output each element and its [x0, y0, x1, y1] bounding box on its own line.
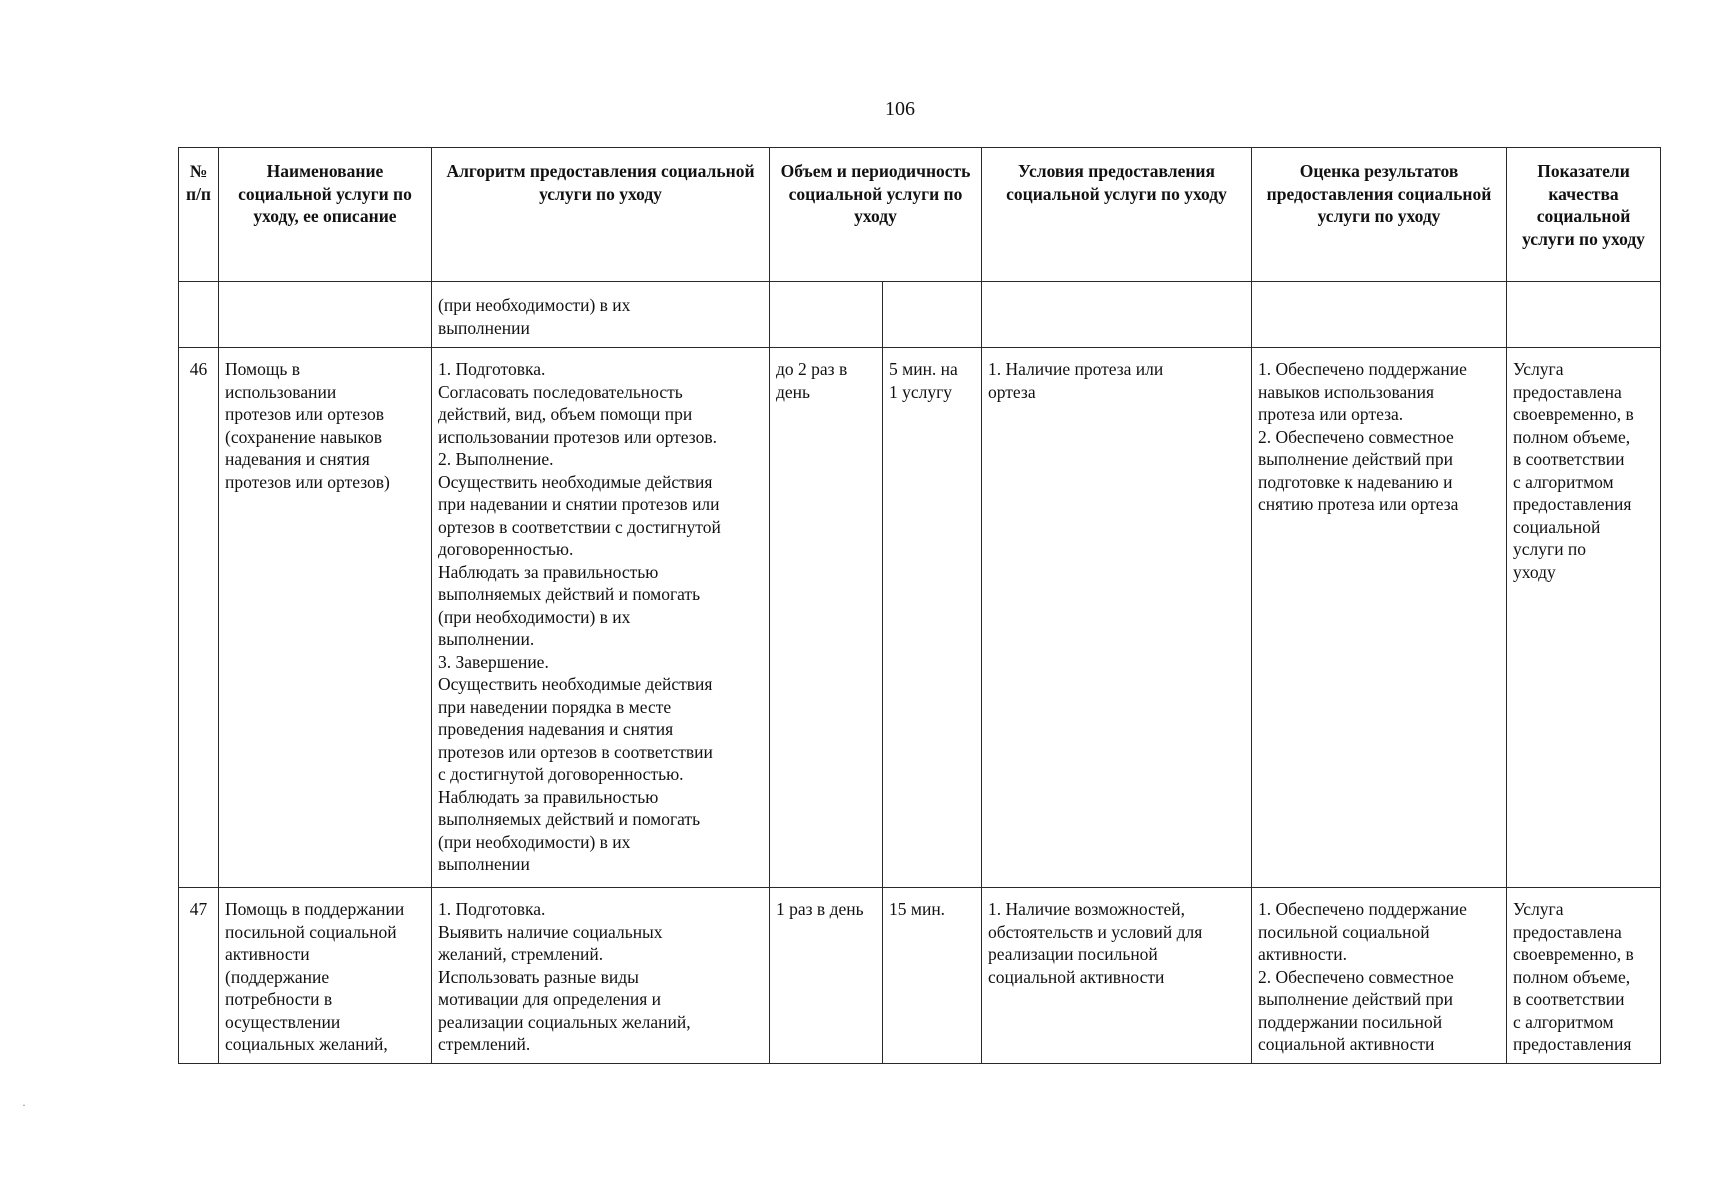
cell-frequency [770, 282, 883, 348]
table-row [179, 348, 1661, 888]
header-service-name: Наименование социальной услуги по уходу, ее описание [219, 148, 432, 282]
header-evaluation: Оценка результатов предоставления социальной услуги по уходу [1252, 148, 1507, 282]
cell-time: 5 мин. на 1 услугу [883, 348, 982, 888]
cell-conditions: 1. Наличие протеза или ортеза [982, 348, 1252, 888]
scan-speck: · [22, 1098, 26, 1112]
cell-algorithm: (при необходимости) в их выполнении [432, 282, 770, 348]
cell-number [179, 282, 219, 348]
cell-algorithm: 1. Подготовка. Согласовать последовательность действий, вид, объем помощи при использовании протезов или ортезов. 2. Выполнение. Осуществить необходимые действия при надевании и снятии протезов или ортезов в соответствии с достигнутой договоренностью. Наблюдать за правильностью выполняемых действий и помогать (при необходимости) в их выполнении. 3. Завершение. Осуществить необходимые действия при наведении порядка в месте проведения надевания и снятия протезов или ортезов в соответствии с достигнутой договоренностью. Наблюдать за правильностью выполняемых действий и помогать (при необходимости) в их выполнении [432, 348, 770, 888]
cell-time [883, 282, 982, 348]
header-volume: Объем и периодичность социальной услуги по уходу [770, 148, 982, 282]
cell-number: 46 [179, 348, 219, 888]
cell-algorithm: 1. Подготовка. Выявить наличие социальных желаний, стремлений. Использовать разные виды мотивации для определения и реализации социальных желаний, стремлений. [432, 888, 770, 1064]
page-number: 106 [885, 98, 915, 120]
cell-quality [1507, 282, 1661, 348]
table-header-row [179, 148, 1661, 282]
social-services-table [178, 147, 1661, 1064]
cell-conditions: 1. Наличие возможностей, обстоятельств и условий для реализации посильной социальной активности [982, 888, 1252, 1064]
cell-service-name: Помощь в использовании протезов или ортезов (сохранение навыков надевания и снятия протезов или ортезов) [219, 348, 432, 888]
header-algorithm: Алгоритм предоставления социальной услуги по уходу [432, 148, 770, 282]
cell-conditions [982, 282, 1252, 348]
cell-frequency: 1 раз в день [770, 888, 883, 1064]
cell-quality: Услуга предоставлена своевременно, в полном объеме, в соответствии с алгоритмом предоставления социальной услуги по уходу [1507, 348, 1661, 888]
header-conditions: Условия предоставления социальной услуги по уходу [982, 148, 1252, 282]
cell-evaluation: 1. Обеспечено поддержание навыков использования протеза или ортеза. 2. Обеспечено совместное выполнение действий при подготовке к надеванию и снятию протеза или ортеза [1252, 348, 1507, 888]
cell-time: 15 мин. [883, 888, 982, 1064]
header-quality: Показатели качества социальной услуги по уходу [1507, 148, 1661, 282]
cell-number: 47 [179, 888, 219, 1064]
table-row-continuation [179, 282, 1661, 348]
cell-service-name: Помощь в поддержании посильной социальной активности (поддержание потребности в осуществлении социальных желаний, [219, 888, 432, 1064]
cell-quality: Услуга предоставлена своевременно, в полном объеме, в соответствии с алгоритмом предоставления [1507, 888, 1661, 1064]
table-row [179, 888, 1661, 1064]
cell-frequency: до 2 раз в день [770, 348, 883, 888]
cell-service-name [219, 282, 432, 348]
header-number: № п/п [179, 148, 219, 282]
cell-evaluation: 1. Обеспечено поддержание посильной социальной активности. 2. Обеспечено совместное выполнение действий при поддержании посильной социальной активности [1252, 888, 1507, 1064]
cell-evaluation [1252, 282, 1507, 348]
